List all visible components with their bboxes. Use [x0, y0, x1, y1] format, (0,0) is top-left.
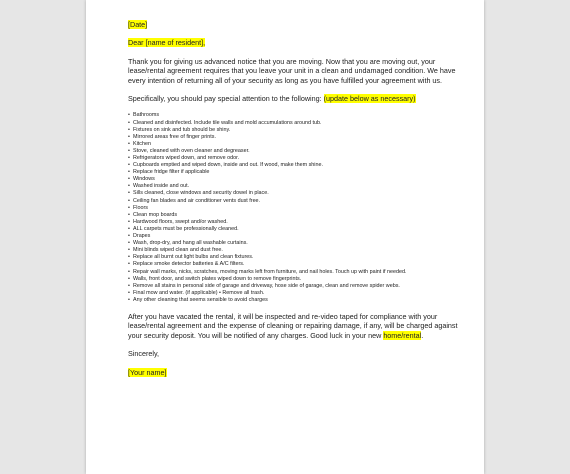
checklist-item[interactable] — [128, 254, 468, 261]
bullet-icon: • — [128, 183, 130, 190]
checklist-item[interactable] — [128, 290, 468, 297]
checklist-item-text: Hardwood floors, swept and/or washed. — [133, 218, 228, 225]
checklist-item[interactable] — [128, 212, 468, 219]
intro-paragraph[interactable]: Thank you for giving us advanced notice that you are moving. Now that you are moving out, your lease/rental agreement requires that you leave your unit in a clean and undamaged condition. We have every intention of returning all of your security as long as you have fulfilled your agreement with us. — [128, 56, 456, 85]
signature-line — [128, 368, 468, 377]
signoff-line[interactable]: Sincerely, — [128, 349, 160, 359]
bullet-icon: • — [128, 247, 130, 254]
closing-text: After you have vacated the rental, it will be inspected and re-video taped for compliance with your lease/rental agreement and the expense of cleaning or repairing damage, if any, will be charged against your security deposit. You will be notified of any charges. Good luck in your new — [128, 311, 458, 340]
checklist-item-text: Replace fridge filter if applicable — [133, 169, 210, 176]
checklist-item-text: Wash, drop-dry, and hang all washable curtains. — [133, 240, 248, 247]
bullet-icon: • — [128, 289, 130, 296]
checklist-item-text: Kitchen — [133, 140, 151, 147]
bullet-icon: • — [128, 233, 130, 240]
bullet-icon: • — [128, 261, 130, 268]
date-line — [128, 20, 468, 29]
checklist-item-text: Refrigerators wiped down, and remove odor. — [133, 155, 240, 161]
checklist-item[interactable] — [128, 127, 468, 134]
checklist-item-text: Sills cleaned, close windows and security dowel in place. — [133, 190, 269, 197]
checklist-item[interactable] — [128, 297, 468, 304]
checklist-item-text: Final mow and water. (if applicable) • Remove all trash. — [133, 289, 265, 296]
checklist-item[interactable] — [128, 112, 468, 119]
bullet-icon: • — [128, 119, 130, 126]
checklist-item[interactable] — [128, 276, 468, 283]
checklist — [128, 112, 468, 304]
closing-paragraph[interactable] — [128, 312, 468, 340]
attention-paragraph[interactable] — [128, 94, 468, 103]
date-placeholder[interactable]: [Date] — [128, 20, 148, 29]
checklist-item-text: Fixtures on sink and tub should be shiny. — [133, 126, 231, 133]
checklist-item[interactable] — [128, 205, 468, 212]
checklist-item[interactable] — [128, 169, 468, 176]
document-page — [86, 0, 484, 474]
checklist-item[interactable] — [128, 155, 468, 162]
attention-text: Specifically, you should pay special attention to the following: — [128, 94, 324, 104]
checklist-item[interactable] — [128, 233, 468, 240]
checklist-item-text: Replace all burnt out light bulbs and clean fixtures. — [133, 254, 254, 261]
checklist-item-text: Cleaned and disinfected. Include tile walls and mold accumulations around tub. — [133, 119, 322, 126]
checklist-item-text: Bathrooms — [133, 112, 160, 119]
bullet-icon: • — [128, 133, 130, 140]
bullet-icon: • — [128, 211, 130, 218]
signature-placeholder[interactable]: [Your name] — [128, 367, 167, 377]
bullet-icon: • — [128, 204, 130, 211]
checklist-item[interactable] — [128, 226, 468, 233]
checklist-item[interactable] — [128, 134, 468, 141]
checklist-item-text: Mini blinds wiped clean and dust free. — [133, 247, 223, 254]
bullet-icon: • — [128, 147, 130, 154]
checklist-item[interactable] — [128, 162, 468, 169]
bullet-icon: • — [128, 218, 130, 225]
bullet-icon: • — [128, 282, 130, 289]
checklist-item-text: Clean mop boards — [133, 211, 178, 218]
checklist-item-text: Replace smoke detector batteries & A/C filters. — [133, 261, 245, 268]
checklist-item[interactable] — [128, 198, 468, 205]
checklist-item[interactable] — [128, 269, 468, 276]
checklist-item[interactable] — [128, 120, 468, 127]
salutation-line — [128, 38, 468, 47]
checklist-item[interactable] — [128, 176, 468, 183]
bullet-icon: • — [128, 112, 130, 119]
checklist-item-text: Mirrored areas free of finger prints. — [133, 133, 216, 140]
bullet-icon: • — [128, 268, 130, 275]
checklist-item-text: Floors — [133, 204, 148, 211]
checklist-item[interactable] — [128, 283, 468, 290]
checklist-item[interactable] — [128, 247, 468, 254]
bullet-icon: • — [128, 155, 130, 161]
bullet-icon: • — [128, 169, 130, 176]
checklist-item-text: Walls, front door, and switch plates wiped down to remove fingerprints. — [133, 275, 302, 282]
checklist-item-text: Any other cleaning that seems sensible to avoid charges — [133, 296, 268, 303]
checklist-item[interactable] — [128, 141, 468, 148]
checklist-item-text: Ceiling fan blades and air conditioner vents dust free. — [133, 197, 261, 204]
bullet-icon: • — [128, 176, 130, 183]
checklist-item-text: ALL carpets must be professionally cleaned. — [133, 225, 239, 232]
closing-end: . — [421, 330, 424, 340]
bullet-icon: • — [128, 140, 130, 147]
bullet-icon: • — [128, 296, 130, 303]
salutation-placeholder[interactable]: Dear [name of resident], — [128, 38, 206, 48]
checklist-item[interactable] — [128, 219, 468, 226]
bullet-icon: • — [128, 240, 130, 247]
checklist-item[interactable] — [128, 240, 468, 247]
bullet-icon: • — [128, 275, 130, 282]
checklist-item[interactable] — [128, 183, 468, 190]
checklist-item-text: Washed inside and out. — [133, 183, 190, 190]
checklist-item-text: Drapes — [133, 233, 151, 240]
checklist-item-text: Remove all stains in personal side of garage and driveway, hose side of garage, clean and remove spider webs. — [133, 282, 400, 289]
checklist-item[interactable] — [128, 261, 468, 268]
checklist-item-text: Windows — [133, 176, 155, 183]
closing-highlight: home/rental — [383, 330, 422, 340]
bullet-icon: • — [128, 225, 130, 232]
checklist-item-text: Stove, cleaned with oven cleaner and degreaser. — [133, 147, 250, 154]
letter-body — [128, 20, 468, 386]
attention-highlight: (update below as necessary) — [323, 94, 416, 104]
checklist-item[interactable] — [128, 190, 468, 197]
checklist-item[interactable] — [128, 148, 468, 155]
bullet-icon: • — [128, 254, 130, 261]
bullet-icon: • — [128, 190, 130, 197]
checklist-item-text: Repair wall marks, nicks, scratches, moving marks left from furniture, and nail holes. Touch up with paint if needed. — [133, 268, 407, 275]
bullet-icon: • — [128, 162, 130, 169]
checklist-item-text: Cupboards emptied and wiped down, inside and out. If wood, make them shine. — [133, 162, 323, 169]
bullet-icon: • — [128, 126, 130, 133]
bullet-icon: • — [128, 197, 130, 204]
